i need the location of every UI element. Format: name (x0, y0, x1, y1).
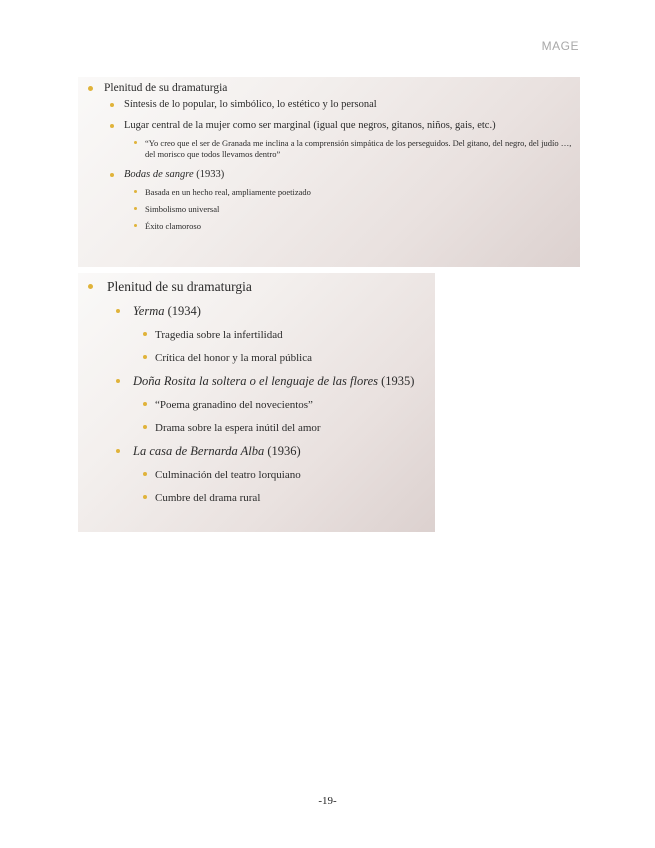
play-year-bernarda: (1936) (264, 444, 301, 458)
slide-2-sub-honor: Crítica del honor y la moral pública (143, 351, 427, 365)
slide-1-sub-real: Basada en un hecho real, ampliamente poetizado (134, 187, 572, 198)
slide-image-1 (78, 77, 580, 267)
slide-1-list (88, 82, 572, 232)
slide-1-sub-symbolism: Simbolismo universal (134, 204, 572, 215)
slide-2-sub-poem: “Poema granadino del novecientos” (143, 398, 427, 412)
slide-2-sub-infertility: Tragedia sobre la infertilidad (143, 328, 427, 342)
slide-1-title: Plenitud de su dramaturgia (88, 82, 572, 94)
slide-2-item-yerma (116, 304, 427, 319)
play-year-yerma: (1934) (164, 304, 201, 318)
slide-1-item-woman: Lugar central de la mujer como ser marginal (igual que negros, gitanos, niños, gais, etc.) (110, 120, 572, 132)
slide-2-sub-culmination: Culminación del teatro lorquiano (143, 468, 427, 482)
play-title-bodas: Bodas de sangre (124, 169, 194, 180)
slide-1-quote: “Yo creo que el ser de Granada me inclina a la comprensión simpática de los perseguidos. Del gitano, del negro, del judío …, del morisco que todos llevamos dentro” (134, 138, 572, 160)
slide-2-item-rosita (116, 374, 427, 389)
slide-2-sub-wait: Drama sobre la espera inútil del amor (143, 421, 427, 435)
slide-image-2 (78, 273, 435, 532)
slide-2-item-bernarda (116, 444, 427, 459)
slide-1-item-synthesis: Síntesis de lo popular, lo simbólico, lo estético y lo personal (110, 99, 572, 111)
slide-1-item-bodas (110, 169, 572, 181)
play-year-bodas: (1933) (193, 169, 225, 180)
play-title-bernarda: La casa de Bernarda Alba (133, 444, 265, 458)
slide-2-sub-rural: Cumbre del drama rural (143, 491, 427, 505)
slide-2-list (88, 279, 427, 505)
play-year-rosita: (1935) (378, 374, 415, 388)
header-mark: MAGE (541, 39, 579, 53)
page-number: -19- (318, 795, 337, 807)
slide-1-sub-success: Éxito clamoroso (134, 221, 572, 232)
play-title-rosita: Doña Rosita la soltera o el lenguaje de las flores (133, 374, 379, 388)
play-title-yerma: Yerma (133, 304, 165, 318)
slide-2-title: Plenitud de su dramaturgia (88, 279, 427, 295)
